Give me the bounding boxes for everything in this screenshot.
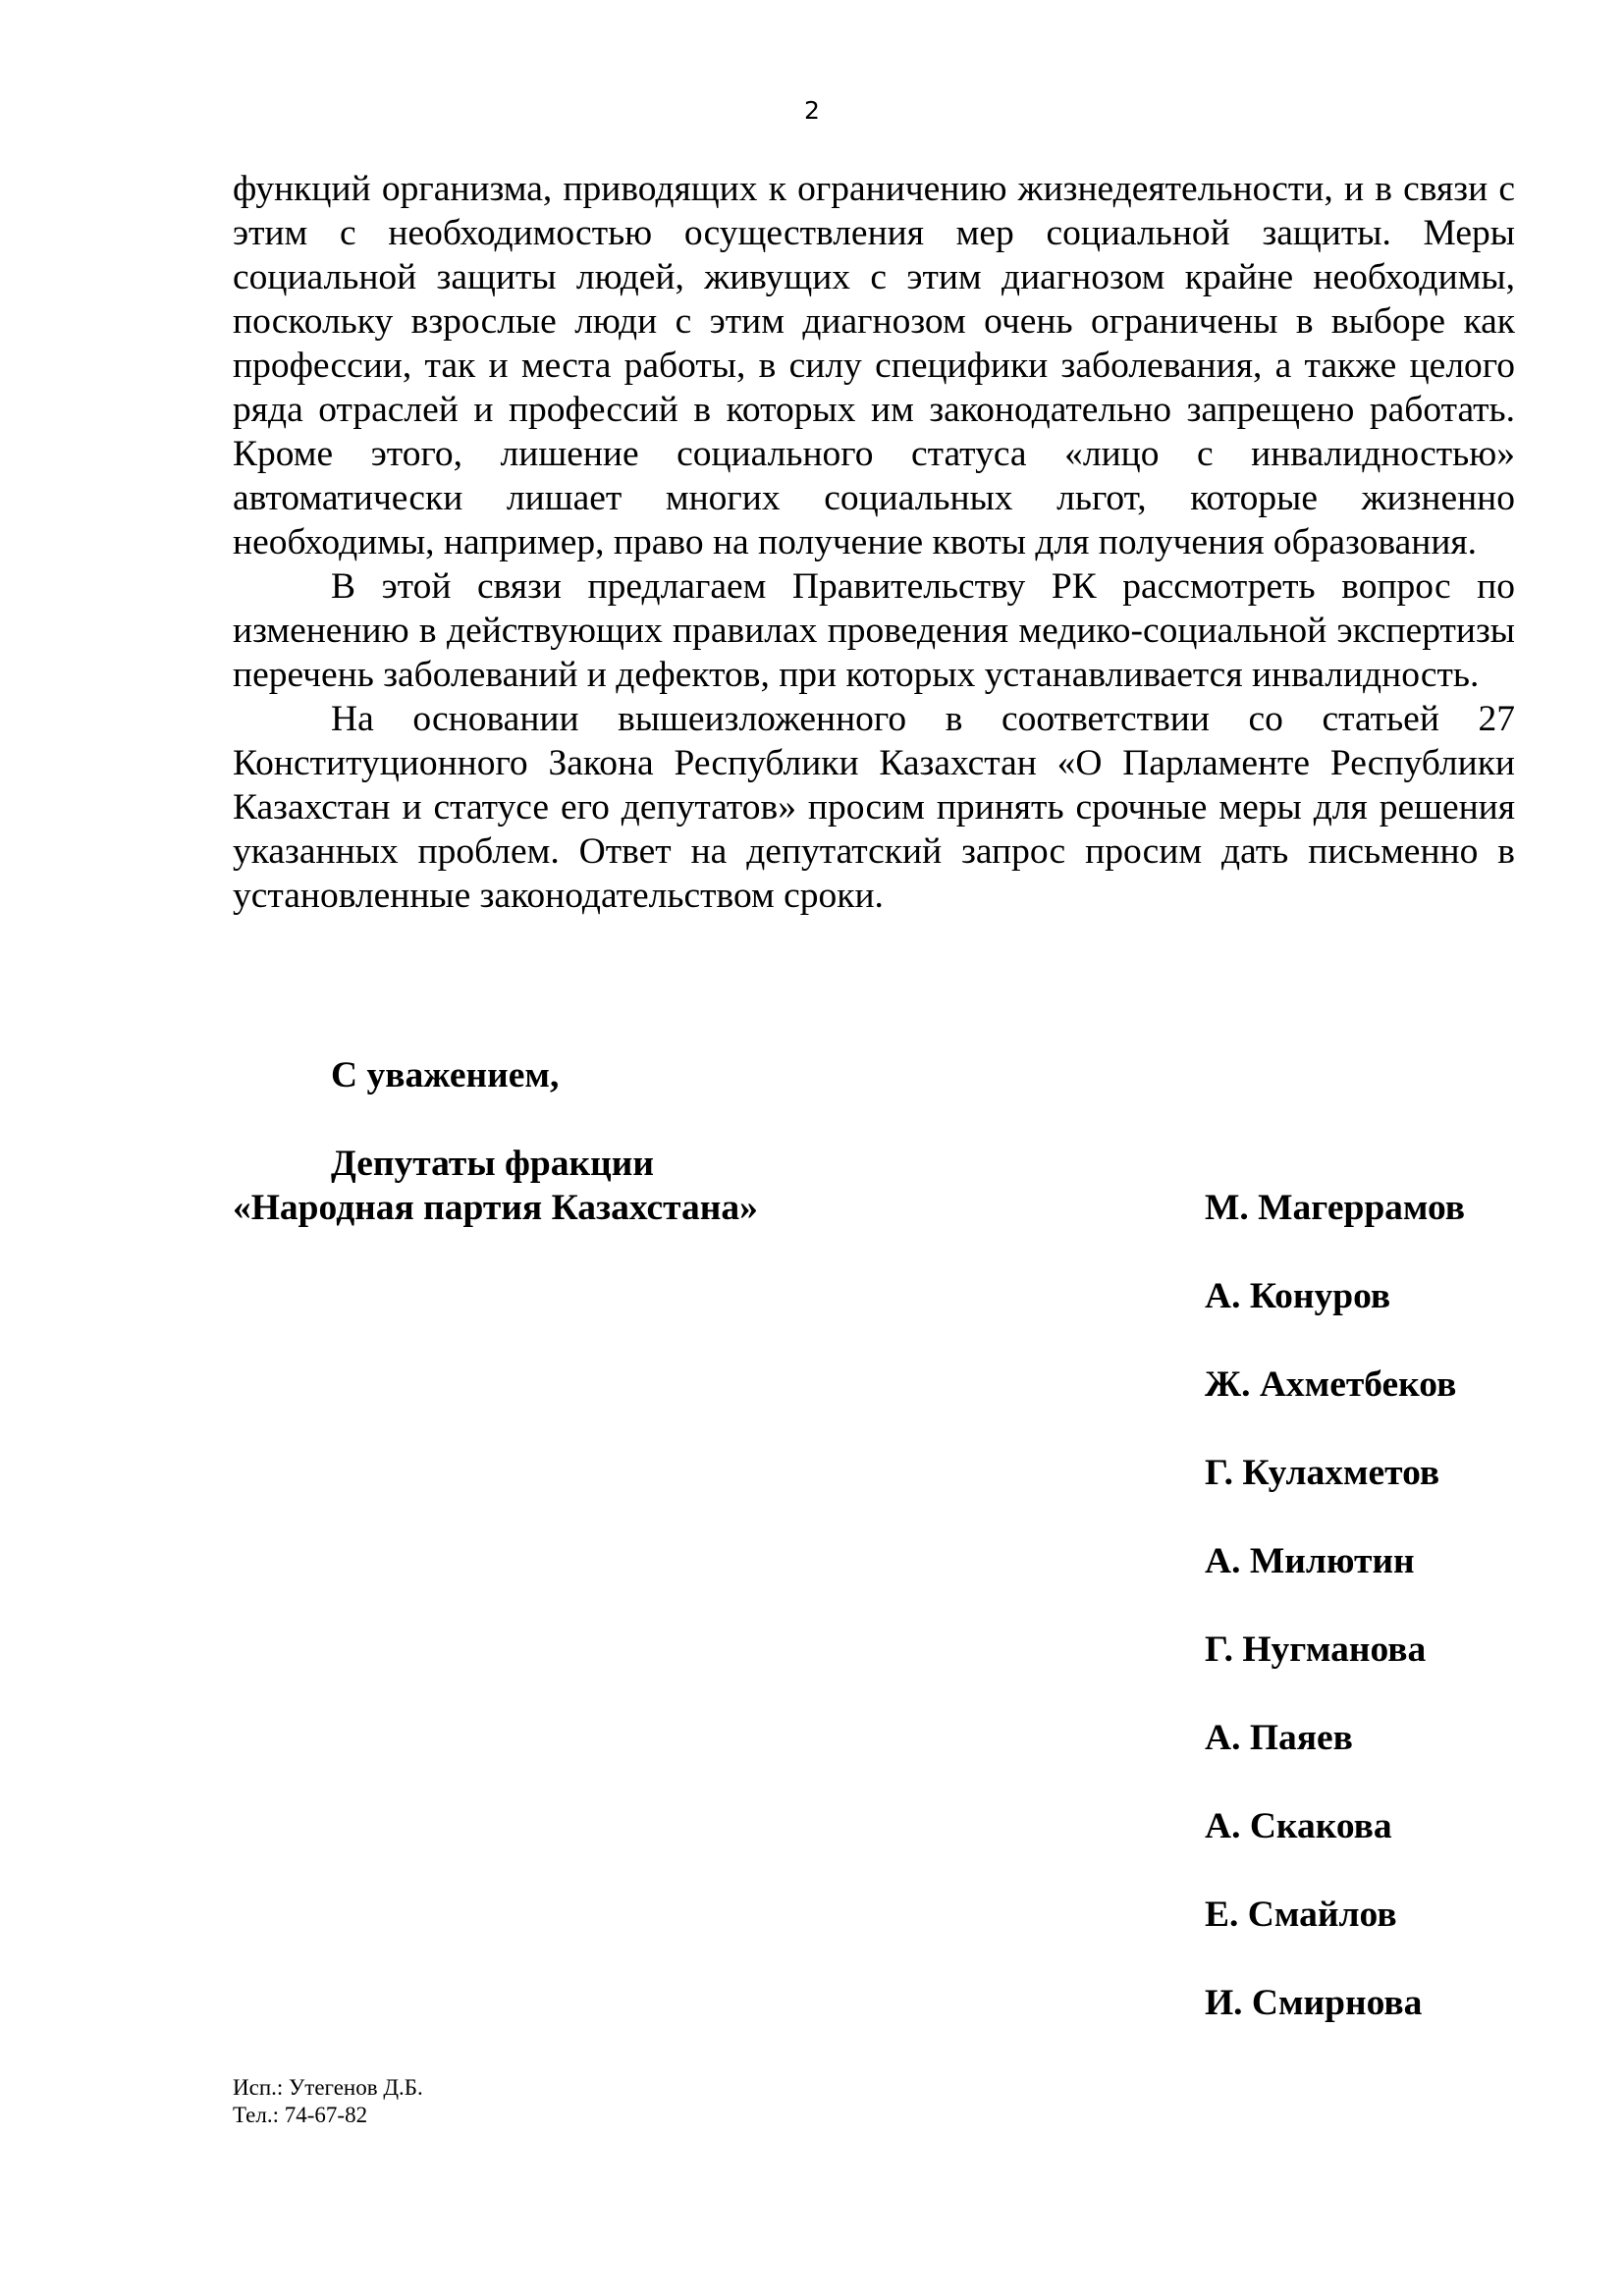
signatory-name: А. Конуров xyxy=(1205,1276,1391,1316)
footer xyxy=(233,2074,423,2129)
fraction-title-line1: Депутаты фракции xyxy=(331,1144,654,1184)
phone-line: Тел.: 74-67-82 xyxy=(233,2103,368,2127)
paragraph-continuation: функций организма, приводящих к ограничению жизнедеятельности, и в связи с этим с необходимостью осуществления мер социальной защиты. Меры социальной защиты людей, живущих с этим диагнозом крайне необходимы, поскольку взрослые люди с этим диагнозом очень ограничены в выборе как профессии, так и места работы, в силу специфики заболевания, а также целого ряда отраслей и профессий в которых им законодательно запрещено работать. Кроме этого, лишение социального статуса «лицо с инвалидностью» автоматически лишает многих социальных льгот, которые жизненно необходимы, например, право на получение квоты для получения образования. xyxy=(233,169,1515,562)
page-number: 2 xyxy=(804,96,820,125)
letter-body xyxy=(233,167,1515,918)
signatory-name: Ж. Ахметбеков xyxy=(1205,1364,1457,1405)
signatory-name: А. Милютин xyxy=(1205,1541,1415,1581)
executor-line: Исп.: Утегенов Д.Б. xyxy=(233,2075,423,2100)
signatory-name: Г. Нугманова xyxy=(1205,1629,1427,1670)
paragraph-proposal: В этой связи предлагаем Правительству РК рассмотреть вопрос по изменению в действующих правилах проведения медико-социальной экспертизы перечень заболеваний и дефектов, при которых устанавливается инвалидность. xyxy=(233,566,1515,695)
fraction-title-line2: «Народная партия Казахстана» xyxy=(233,1188,758,1228)
signatory-name: А. Паяев xyxy=(1205,1718,1353,1758)
signatory-list xyxy=(1205,1186,1465,2069)
closing-greeting: С уважением, xyxy=(331,1055,560,1095)
signatory-name: Г. Кулахметов xyxy=(1205,1453,1440,1493)
signatory-name: М. Магеррамов xyxy=(1205,1188,1466,1228)
signatory-name: И. Смирнова xyxy=(1205,1983,1423,2023)
signatory-name: Е. Смайлов xyxy=(1205,1895,1397,1935)
paragraph-request: На основании вышеизложенного в соответствии со статьей 27 Конституционного Закона Республики Казахстан «О Парламенте Республики Казахстан и статусе его депутатов» просим принять срочные меры для решения указанных проблем. Ответ на депутатский запрос просим дать письменно в установленные законодательством сроки. xyxy=(233,699,1515,916)
signatory-name: А. Скакова xyxy=(1205,1806,1392,1846)
